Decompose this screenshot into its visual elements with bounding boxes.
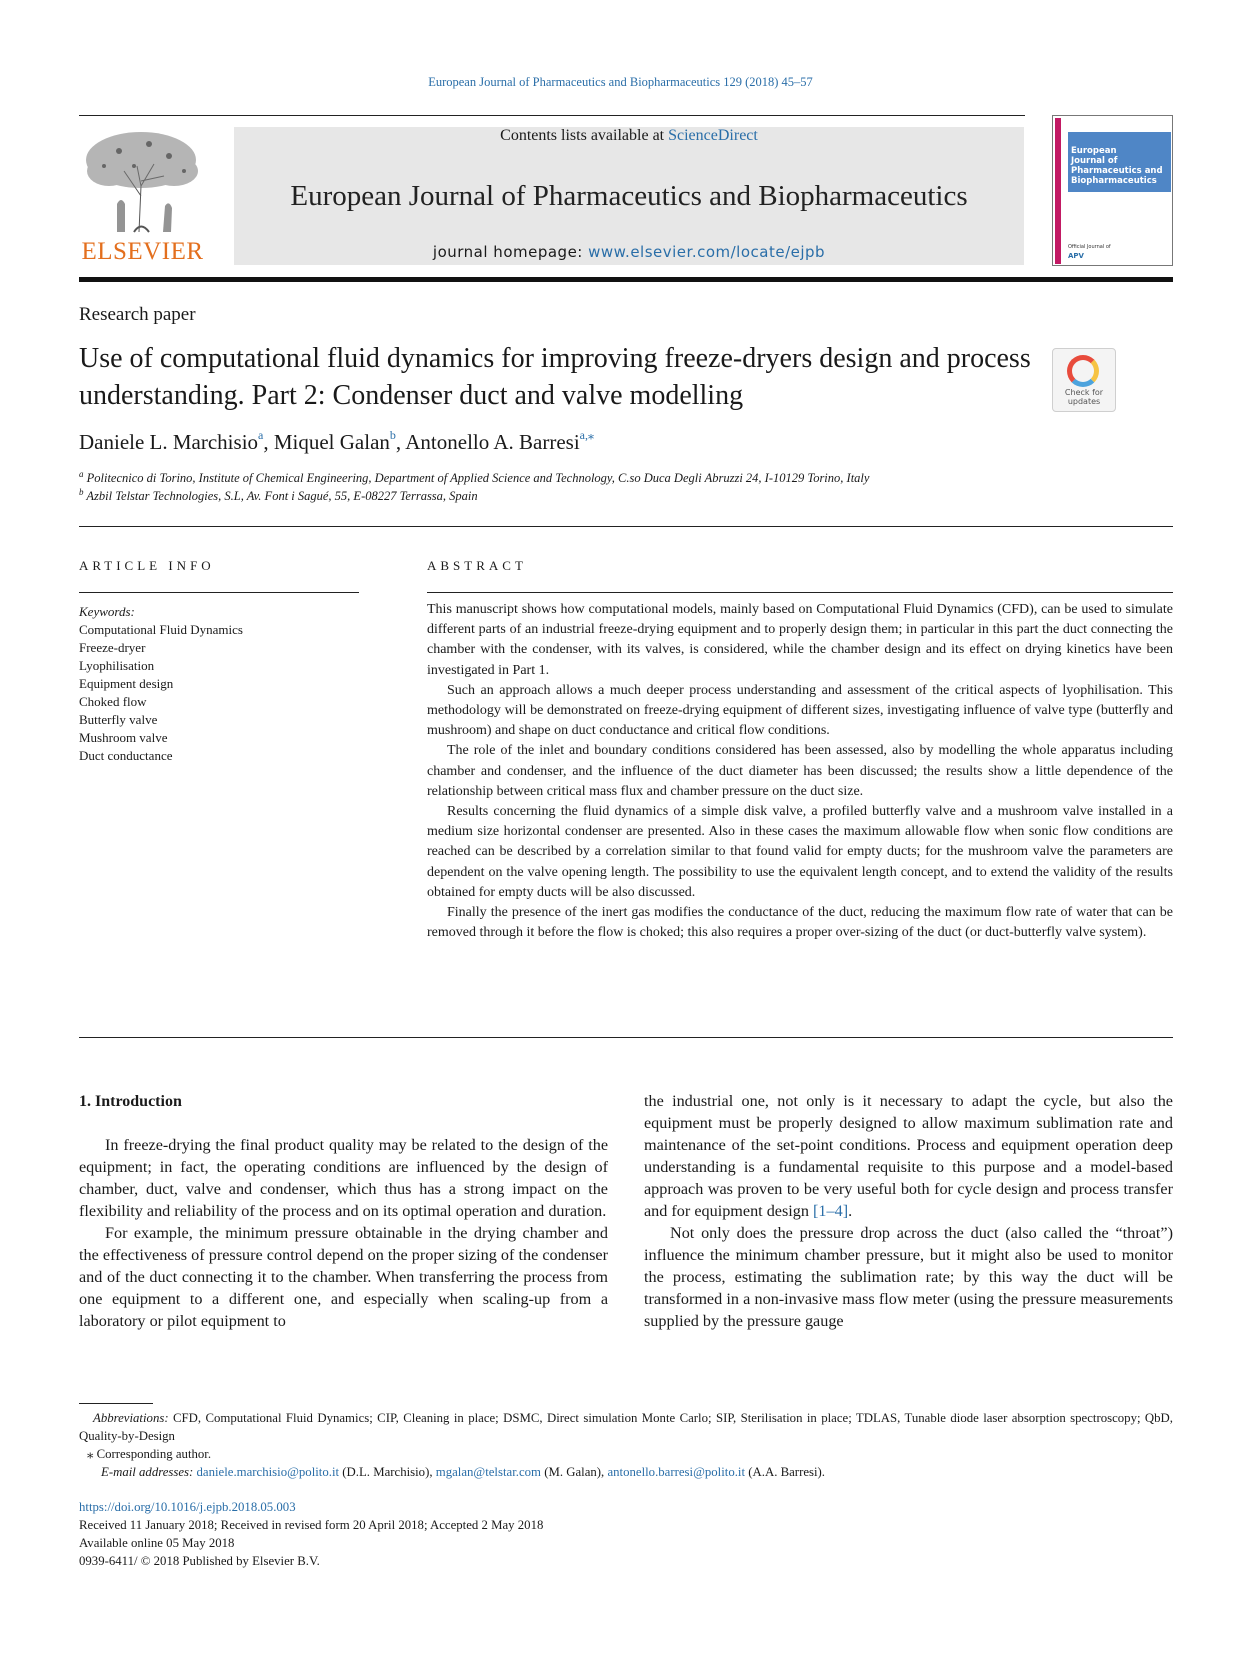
received-dates: Received 11 January 2018; Received in revised form 20 April 2018; Accepted 2 May 2018	[79, 1518, 544, 1532]
abstract-paragraph: This manuscript shows how computational models, mainly based on Computational Fluid Dynamics (CFD), can be used to simulate different parts of an industrial freeze-drying equipment and to properly design them; in particular in this part the duct connecting the chamber with the condenser, with its valves, is considered, while the chamber design and its effect on drying kinetics have been investigated in Part 1.	[427, 602, 1173, 678]
homepage-line	[234, 243, 1024, 261]
email-owner: (D.L. Marchisio),	[339, 1465, 436, 1479]
abstract-paragraph: Finally the presence of the inert gas modifies the conductance of the duct, reducing the maximum flow rate of water that can be removed through it before the flow is choked; this also requires a proper over-sizing of the duct (or duct-butterfly valve system).	[427, 905, 1173, 941]
journal-citation[interactable]: European Journal of Pharmaceutics and Biopharmaceutics 129 (2018) 45–57	[428, 75, 813, 89]
email-link[interactable]: mgalan@telstar.com	[435, 1465, 541, 1479]
keyword: Computational Fluid Dynamics	[79, 622, 243, 637]
cover-small-text: Official Journal of	[1068, 244, 1111, 250]
author-name[interactable]: Daniele L. Marchisio	[79, 430, 259, 454]
cover-title-block	[1068, 132, 1171, 192]
abstract-rule	[427, 592, 1173, 593]
article-title: Use of computational fluid dynamics for improving freeze-dryers design and process understanding. Part 2: Condenser duct and valve modelling	[79, 343, 1031, 411]
sciencedirect-link[interactable]: ScienceDirect	[668, 127, 758, 144]
keyword: Choked flow	[79, 694, 147, 709]
affiliation-marker: b	[79, 487, 84, 497]
article-meta	[79, 1498, 543, 1570]
article-info-heading: ARTICLE INFO	[79, 558, 215, 573]
abstract-bottom-rule	[79, 1037, 1173, 1038]
available-online: Available online 05 May 2018	[79, 1536, 235, 1550]
reference-link[interactable]: [1–4]	[813, 1202, 849, 1220]
body-text: the industrial one, not only is it necessary to adapt the cycle, but also the equipment must be properly designed to allow maximum sublimation rate and maintenance of the set-point conditions. Process and equipment operation deep understanding is a fundamental requisite to this purpose and a model-based approach was proven to be very useful both for cycle design and process transfer and for equipment design	[644, 1092, 1173, 1220]
abbreviations-label: Abbreviations:	[93, 1411, 169, 1425]
author-name[interactable]: Miquel Galan	[273, 430, 390, 454]
keyword: Lyophilisation	[79, 658, 155, 673]
abbreviations-footnote	[79, 1409, 1173, 1445]
keyword: Freeze-dryer	[79, 640, 146, 655]
cover-stripe	[1055, 118, 1061, 264]
introduction-heading: 1. Introduction	[79, 1093, 182, 1110]
cover-title-line: Pharmaceutics and	[1071, 166, 1163, 176]
body-paragraph	[644, 1090, 1173, 1222]
check-for-updates-button[interactable]	[1052, 348, 1116, 412]
author-list: Daniele L. Marchisio$^a$, Miquel Galan$^b$, Antonello A. Barresi$^{a,⁎}$	[79, 428, 594, 454]
affiliation	[79, 487, 478, 504]
section-rule	[79, 526, 1173, 527]
keyword: Duct conductance	[79, 748, 173, 763]
author-affiliation-marker[interactable]: a,⁎	[579, 428, 594, 442]
cover-mark: APV	[1068, 252, 1084, 260]
affiliation-text: Azbil Telstar Technologies, S.L, Av. Font i Sagué, 55, E-08227 Terrassa, Spain	[86, 489, 478, 504]
journal-title: European Journal of Pharmaceutics and Biopharmaceutics	[290, 180, 968, 212]
affiliation	[79, 469, 869, 486]
header-bottom-rule	[79, 277, 1173, 282]
article-type: Research paper	[79, 304, 196, 325]
contents-prefix: Contents lists available at	[500, 127, 669, 144]
footnotes	[79, 1409, 1173, 1481]
header-rule	[79, 115, 1025, 116]
email-owner: (M. Galan),	[541, 1465, 608, 1479]
abstract-paragraph: The role of the inlet and boundary conditions considered has been assessed, also by modelling the whole apparatus including chamber and condenser, and the influence of the duct diameter has been discussed; the results show a little dependence of the relationship between critical mass flux and chamber pressure on the duct size.	[427, 743, 1173, 799]
affiliation-text: Politecnico di Torino, Institute of Chemical Engineering, Department of Applied Science and Technology, C.so Duca Degli Abruzzi 24, I-10129 Torino, Italy	[86, 471, 870, 486]
doi-link[interactable]: https://doi.org/10.1016/j.ejpb.2018.05.003	[79, 1500, 296, 1514]
corresponding-author-note: ⁎ Corresponding author.	[87, 1447, 212, 1461]
cover-title-line: European	[1071, 146, 1117, 156]
abbreviations-text: CFD, Computational Fluid Dynamics; CIP, Cleaning in place; DSMC, Direct simulation Monte Carlo; SIP, Sterilisation in place; TDLAS, Tunable diode laser absorption spectroscopy; QbD, Quality-by-Design	[79, 1411, 1173, 1443]
abstract-paragraph: Results concerning the fluid dynamics of a simple disk valve, a profiled butterfly valve and a mushroom valve installed in a medium size horizontal condenser are presented. Also in these cases the maximum allowable flow when sonic flow conditions are reached can be described by a correlation similar to that found valid for empty ducts; for the mushroom valve the parameters are dependent on the valve opening length. The possibility to use the equivalent length concept, and to extend the validity of the results obtained for empty ducts will be also discussed.	[427, 804, 1173, 900]
keywords-label: Keywords:	[79, 604, 135, 619]
email-link[interactable]: daniele.marchisio@polito.it	[196, 1465, 340, 1479]
journal-cover-thumbnail[interactable]	[1052, 115, 1173, 266]
author-affiliation-marker[interactable]: b	[389, 428, 396, 442]
abstract-body	[427, 600, 1173, 943]
author-affiliation-marker[interactable]: a	[258, 428, 264, 442]
elsevier-logo	[79, 126, 206, 266]
check-updates-line: Check for	[1064, 388, 1104, 397]
elsevier-wordmark: ELSEVIER	[81, 238, 204, 265]
email-footnote	[79, 1463, 1173, 1481]
intro-left-column	[79, 1134, 608, 1332]
keyword: Equipment design	[79, 676, 174, 691]
check-updates-line: updates	[1067, 397, 1101, 406]
abstract-heading: ABSTRACT	[427, 558, 527, 573]
cover-title-line: Biopharmaceutics	[1071, 176, 1157, 186]
cover-title	[1071, 146, 1171, 186]
keyword: Mushroom valve	[79, 730, 168, 745]
body-paragraph: Not only does the pressure drop across the duct (also called the “throat”) influence the minimum chamber pressure, but it might also be used to monitor the process, estimating the sublimation rate; by this way the duct will be transformed in a non-invasive mass flow meter (using the pressure measurements supplied by the pressure gauge	[644, 1224, 1173, 1330]
check-updates-label	[1053, 388, 1115, 406]
email-link[interactable]: antonello.barresi@polito.it	[607, 1465, 746, 1479]
check-updates-icon	[1067, 355, 1099, 387]
keywords-list	[79, 603, 243, 765]
body-paragraph: For example, the minimum pressure obtainable in the drying chamber and the effectiveness of pressure control depend on the proper sizing of the condenser and of the duct connecting it to the chamber. When transferring the process from one equipment to a different one, and especially when scaling-up from a laboratory or pilot equipment to	[79, 1224, 608, 1330]
author-name[interactable]: Antonello A. Barresi	[405, 430, 580, 454]
affiliation-marker: a	[79, 469, 84, 479]
journal-banner	[234, 127, 1024, 265]
homepage-prefix: journal homepage:	[432, 243, 589, 261]
footnote-rule	[79, 1403, 153, 1404]
homepage-link[interactable]: www.elsevier.com/locate/ejpb	[588, 243, 826, 261]
email-owner: (A.A. Barresi).	[745, 1465, 826, 1479]
email-label: E-mail addresses:	[101, 1465, 194, 1479]
copyright: 0939-6411/ © 2018 Published by Elsevier B.V.	[79, 1554, 320, 1568]
body-paragraph: In freeze-drying the final product quality may be related to the design of the equipment; in fact, the operating conditions are influenced by the design of chamber, duct, valve and condenser, which thus has a strong impact on the flexibility and reliability of the process and on its optimal operation and duration.	[79, 1136, 608, 1220]
elsevier-tree-icon	[79, 126, 206, 234]
contents-line	[234, 127, 1024, 145]
article-info-rule	[79, 592, 359, 593]
cover-title-line: Journal of	[1071, 156, 1118, 166]
abstract-paragraph: Such an approach allows a much deeper process understanding and assessment of the critical aspects of lyophilisation. This methodology will be demonstrated on freeze-drying equipment of different sizes, investigating influence of valve type (butterfly and mushroom) and shape on duct conductance and critical flow conditions.	[427, 682, 1173, 739]
body-text: .	[848, 1202, 853, 1220]
keyword: Butterfly valve	[79, 712, 158, 727]
intro-right-column	[644, 1090, 1173, 1332]
